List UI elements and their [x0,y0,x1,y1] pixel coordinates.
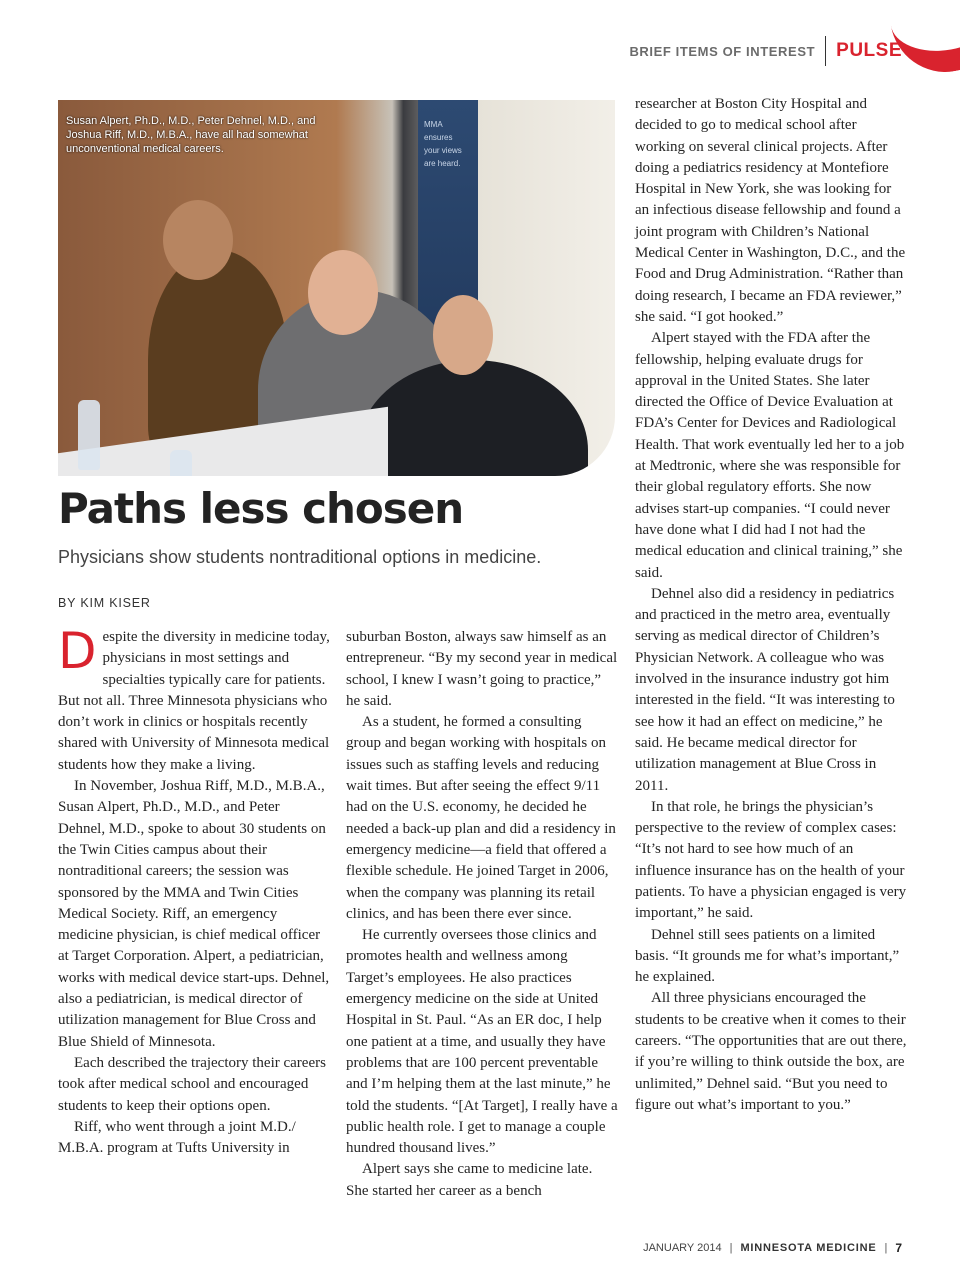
photo-caption: Susan Alpert, Ph.D., M.D., Peter Dehnel, M.D., and Joshua Riff, M.D., M.B.A., have all had somewhat unconventional medical careers. [66,115,316,155]
paragraph: Dehnel also did a residency in pediatrics and practiced in the metro area, eventually serving as medical director of Children’s Physician Network. A colleague who was involved in the insurance industry got him interested in the field. “It was interesting to see how it had an effect on medicine,” he said. He became medical director for utilization management at Blue Cross in 2011. [635,585,895,794]
article-title: Paths less chosen [58,484,464,533]
paragraph: Alpert stayed with the FDA after the fellowship, helping evaluate drugs for approval in the United States. She later directed the Office of Device Evaluation at FDA’s Center for Devices and Radiological Health. That work eventually led her to a job at Medtronic, where she was responsible for their global regulatory efforts. She now advises start-up companies. “I could never have done what I did had I not had the medical education and clinical training,” she said. [635,330,905,581]
drop-cap: D [58,622,97,680]
header-divider [825,36,826,66]
paragraph: Each described the trajectory their careers took after medical school and encouraged students to keep their options open. [58,1054,326,1114]
paragraph: suburban Boston, always saw himself as an entrepreneur. “By my second year in medical school, I knew I wasn’t going to practice,” he said. [346,629,618,709]
footer-divider: | [729,1242,733,1254]
footer-divider: | [884,1242,888,1254]
water-bottle [78,400,100,470]
banner-text: MMA ensures your views are heard. [424,120,462,168]
article-column-2 [346,627,618,1202]
paragraph: He currently oversees those clinics and promotes health and wellness among Target’s employees. He also practices emergency medicine on the side at United Hospital in St. Paul. “As an ER doc, I help one patient at a time, and usually they have problems that are 100 percent preventable and I’m helping them at the last minute,” he told the students. “[At Target], I really have a public health role. I get to manage a couple hundred thousand lives.” [346,927,618,1157]
paragraph: Alpert says she came to medicine late. She started her career as a bench [346,1161,593,1199]
person-middle-head [308,250,378,335]
paragraph: In November, Joshua Riff, M.D., M.B.A., Susan Alpert, Ph.D., M.D., and Peter Dehnel, M.D., spoke to about 30 students on the Twin Cities campus about their nontraditional careers; the session was sponsored by the MMA and Twin Cities Medical Society. Riff, an emergency medicine physician, is chief medical officer at Target Corporation. Alpert, a pediatrician, works with medical device start-ups. Dehnel, also a pediatrician, is medical director of utilization management for Blue Cross and Blue Shield of Minnesota. [58,778,330,1050]
section-header [629,36,902,66]
magazine-name: MINNESOTA MEDICINE [740,1242,877,1254]
water-bottle [170,450,192,476]
article-photo [58,100,615,476]
page-number: 7 [895,1241,902,1255]
paragraph: researcher at Boston City Hospital and decided to go to medical school after working on several clinical projects. After doing a pediatrics residency at Montefiore Hospital in New York, she was looking for an infectious disease fellowship and found a joint program with Children’s National Medical Center in Washington, D.C., and the Food and Drug Administration. “Rather than doing research, I became an FDA reviewer,” she said. “I got hooked.” [635,96,906,325]
byline: BY KIM KISER [58,596,151,610]
person-left-head [163,200,233,280]
paragraph: All three physicians encouraged the students to be creative when it comes to their careers. “The opportunities that are out there, if you’re willing to think outside the box, are unlimited,” Dehnel said. “But you need to figure out what’s important to you.” [635,990,907,1113]
issue-date: JANUARY 2014 [643,1242,722,1254]
paragraph: Dehnel still sees patients on a limited basis. “It grounds me for what’s important,” he explained. [635,926,900,986]
paragraph: Riff, who went through a joint M.D./ M.B.A. program at Tufts University in [58,1118,296,1157]
article-column-1 [58,622,330,1159]
section-tag: PULSE [836,40,902,61]
article-subtitle: Physicians show students nontraditional options in medicine. [58,547,542,567]
article-column-3 [635,94,907,1116]
page-footer [643,1241,902,1255]
paragraph: As a student, he formed a consulting group and began working with hospitals on issues such as staffing levels and reducing wait times. But after seeing the effect 9/11 had on the U.S. economy, he decided he needed a back-up plan and did a residency in emergency medicine—a field that offered a flexible schedule. He joined Target in 2006, when the company was planning its retail clinics, and has been there ever since. [346,714,616,922]
section-label: BRIEF ITEMS OF INTEREST [629,43,816,59]
paragraph: Despite the diversity in medicine today, physicians in most settings and specialties typically care for patients. But not all. Three Minnesota physicians who don’t work in clinics or hospitals recently shared with University of Minnesota medical students how they make a living. [58,622,330,773]
paragraph: In that role, he brings the physician’s perspective to the review of complex cases: “It’s not hard to see how much of an influence insurance has on the health of your patients. To have a physician engaged is very important,” he said. [635,798,907,922]
person-right-head [433,295,493,375]
